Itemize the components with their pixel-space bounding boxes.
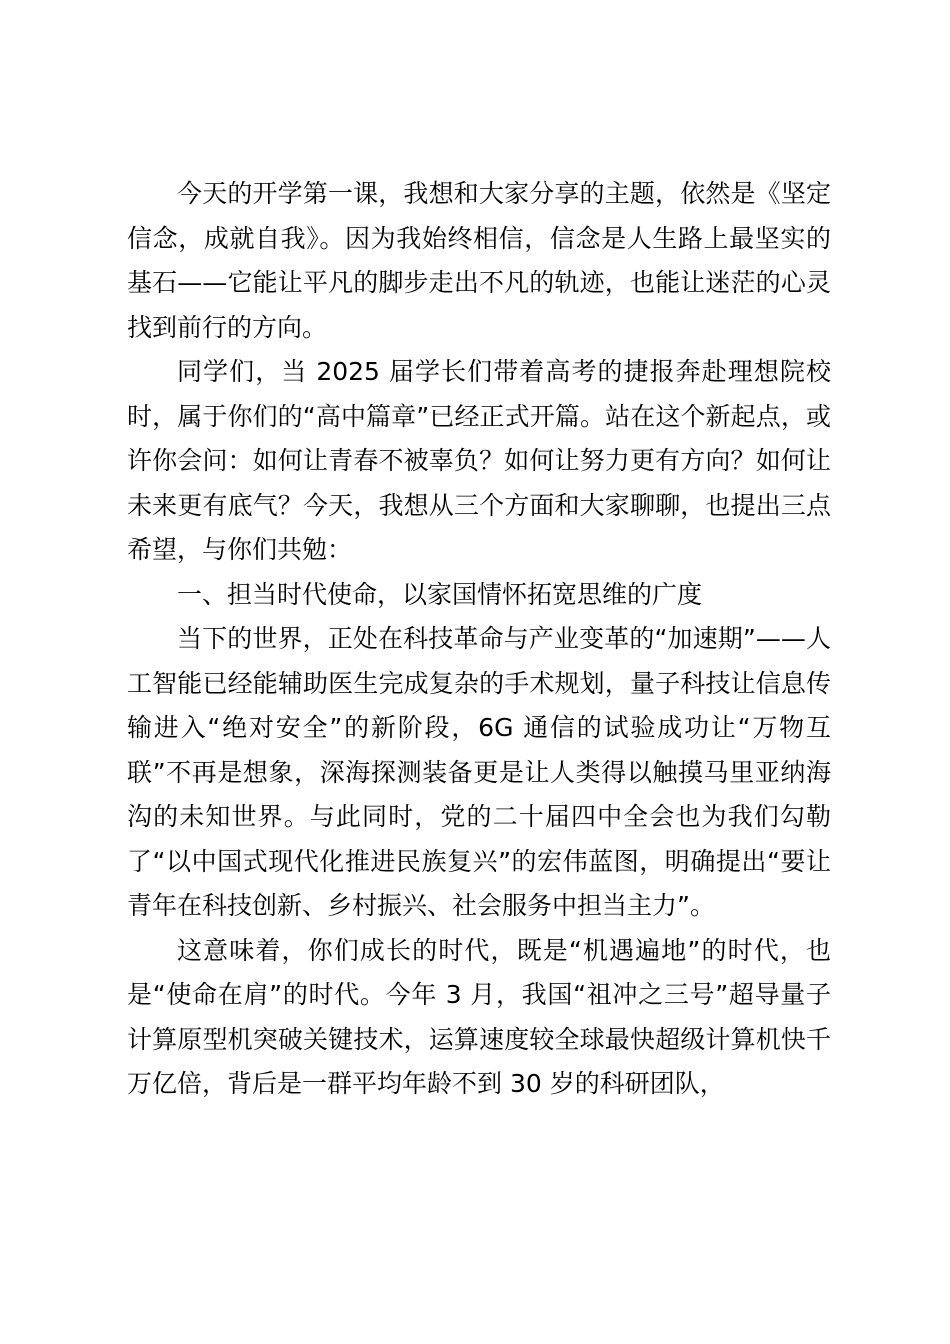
paragraph-new-start: 同学们，当 2025 届学长们带着高考的捷报奔赴理想院校时，属于你们的“高中篇章”已经正式开篇。站在这个新起点，或许你会问：如何让青春不被辜负？如何让努力更有方向？如何让未来更有底气？今天，我想从三个方面和大家聊聊，也提出三点希望，与你们共勉： [127, 357, 831, 564]
paragraph-mission: 这意味着，你们成长的时代，既是“机遇遍地”的时代，也是“使命在肩”的时代。今年 3 月，我国“祖冲之三号”超导量子计算原型机突破关键技术，运算速度较全球最快超级计算机快千万亿倍，背后是一群平均年龄不到 30 岁的科研团队， [127, 935, 831, 1098]
paragraph-era: 当下的世界，正处在科技革命与产业变革的“加速期”——人工智能已经能辅助医生完成复杂的手术规划，量子科技让信息传输进入“绝对安全”的新阶段，6G 通信的试验成功让“万物互联”不再是想象，深海探测装备更是让人类得以触摸马里亚纳海沟的未知世界。与此同时，党的二十届四中全会也为我们勾勒了“以中国式现代化推进民族复兴”的宏伟蓝图，明确提出“要让青年在科技创新、乡村振兴、社会服务中担当主力”。 [127, 624, 831, 920]
section-heading-1: 一、担当时代使命，以家国情怀拓宽思维的广度 [177, 579, 703, 609]
paragraph-intro: 今天的开学第一课，我想和大家分享的主题，依然是《坚定信念，成就自我》。因为我始终相信，信念是人生路上最坚实的基石——它能让平凡的脚步走出不凡的轨迹，也能让迷茫的心灵找到前行的方向。 [127, 179, 831, 342]
document-body [127, 172, 831, 1107]
